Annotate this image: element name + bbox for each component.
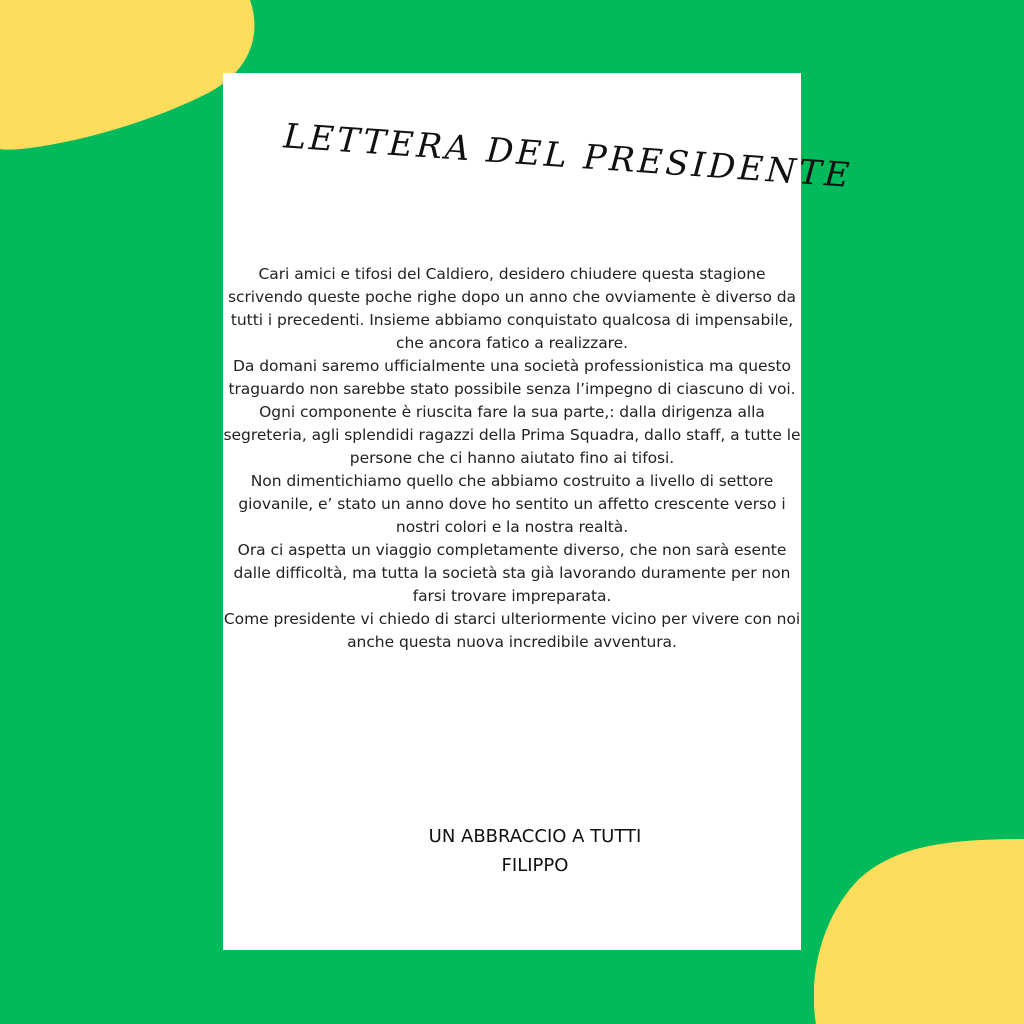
letter-paragraph: Non dimentichiamo quello che abbiamo costruito a livello di settore giovanile, e’ stato un anno dove ho sentito un affetto crescente verso i nostri colori e la nostra realtà. bbox=[238, 472, 786, 536]
letter-paragraph: Cari amici e tifosi del Caldiero, desidero chiudere questa stagione scrivendo queste poche righe dopo un anno che ovviamente è diverso da tutti i precedenti. Insieme abbiamo conquistato qualcosa di impensabile, che ancora fatico a realizzare. bbox=[227, 265, 796, 352]
letter-body bbox=[223, 263, 801, 654]
letter-paragraph: Come presidente vi chiedo di starci ulteriormente vicino per vivere con noi anche questa nuova incredibile avventura. bbox=[223, 610, 801, 651]
letter-title: LETTERA DEL PRESIDENTE bbox=[282, 116, 854, 196]
closing-line: UN ABBRACCIO A TUTTI bbox=[428, 826, 642, 847]
signature-name: FILIPPO bbox=[501, 855, 569, 876]
yellow-blob-top-left bbox=[0, 0, 260, 150]
letter-paragraph: Ogni componente è riuscita fare la sua parte,: dalla dirigenza alla segreteria, agli splendidi ragazzi della Prima Squadra, dallo staff, a tutte le persone che ci hanno aiutato fino ai tifosi. bbox=[223, 403, 801, 467]
letter-paragraph: Ora ci aspetta un viaggio completamente diverso, che non sarà esente dalle difficoltà, ma tutta la società sta già lavorando duramente per non farsi trovare impreparata. bbox=[233, 541, 791, 605]
letter-card bbox=[223, 73, 854, 950]
letter-paragraph: Da domani saremo ufficialmente una società professionistica ma questo traguardo non sarebbe stato possibile senza l’impegno di ciascuno di voi. bbox=[228, 357, 796, 398]
letter-signoff bbox=[223, 822, 847, 880]
